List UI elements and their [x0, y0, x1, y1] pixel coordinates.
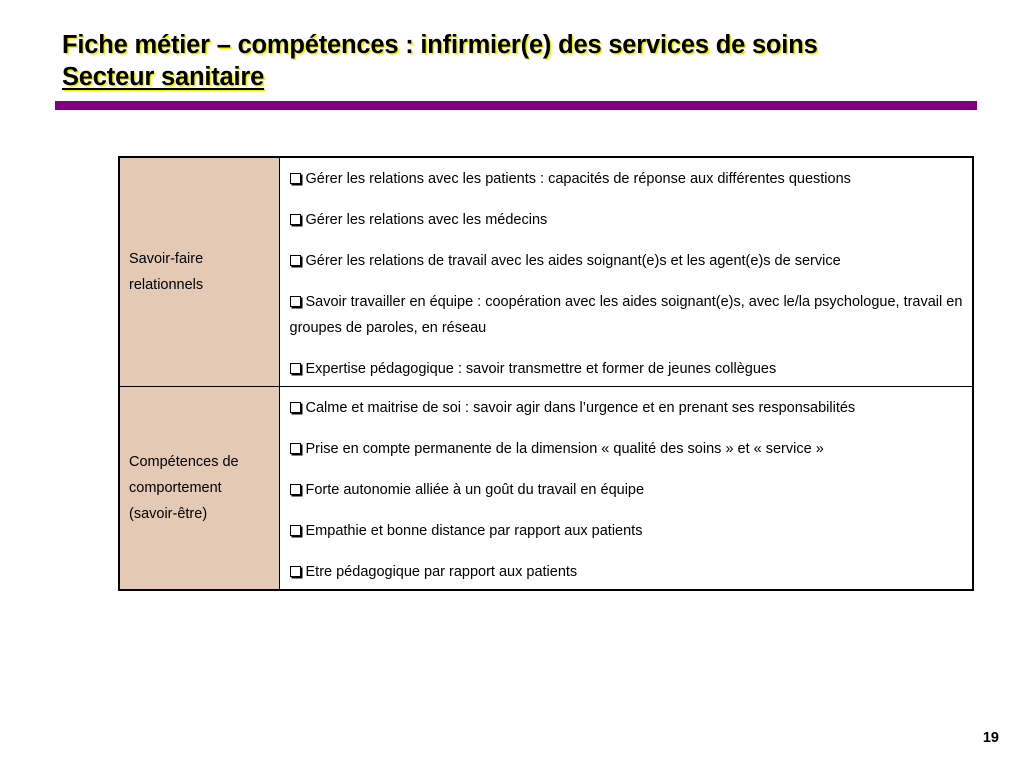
list-item-text: Savoir travailler en équipe : coopération avec les aides soignant(e)s, avec le/la psychologue, travail en groupes de paroles, en réseau	[289, 294, 963, 336]
list-item	[290, 356, 965, 382]
list-item	[290, 436, 965, 462]
category-label-line: relationnels	[129, 277, 204, 293]
list-item	[290, 289, 965, 341]
checkbox-square-icon	[290, 214, 301, 225]
checkbox-square-icon	[290, 443, 301, 454]
list-item	[290, 248, 965, 274]
competency-table	[118, 156, 974, 591]
list-item	[290, 395, 965, 421]
category-label-line: Compétences de	[129, 454, 239, 470]
items-cell	[279, 157, 973, 387]
list-item-text: Gérer les relations avec les médecins	[305, 212, 548, 228]
list-item-text: Etre pédagogique par rapport aux patients	[305, 564, 578, 580]
checkbox-square-icon	[290, 525, 301, 536]
checkbox-square-icon	[290, 402, 301, 413]
table-row	[119, 387, 973, 591]
list-item	[290, 166, 965, 192]
list-item-text: Calme et maitrise de soi : savoir agir dans l’urgence et en prenant ses responsabilités	[305, 400, 856, 416]
checkbox-square-icon	[290, 566, 301, 577]
list-item	[290, 559, 965, 585]
list-item	[290, 518, 965, 544]
list-item-text: Gérer les relations avec les patients : capacités de réponse aux différentes questions	[305, 171, 851, 187]
list-item-text: Empathie et bonne distance par rapport aux patients	[305, 523, 643, 539]
list-item	[290, 207, 965, 233]
category-label-line: comportement	[129, 480, 222, 496]
checkbox-square-icon	[290, 484, 301, 495]
category-label-line: Savoir-faire	[129, 251, 204, 267]
table-row	[119, 157, 973, 387]
checkbox-square-icon	[290, 173, 301, 184]
checkbox-square-icon	[290, 296, 301, 307]
slide-title	[62, 29, 982, 93]
category-cell	[119, 157, 279, 387]
page-number: 19	[982, 730, 999, 746]
title-divider	[55, 101, 977, 110]
checkbox-square-icon	[290, 363, 301, 374]
title-line-1: Fiche métier – compétences : infirmier(e) des services de soins	[62, 31, 818, 59]
checkbox-square-icon	[290, 255, 301, 266]
list-item-text: Prise en compte permanente de la dimension « qualité des soins » et « service »	[305, 441, 824, 457]
category-cell	[119, 387, 279, 591]
list-item-text: Gérer les relations de travail avec les aides soignant(e)s et les agent(e)s de service	[305, 253, 841, 269]
category-label-line: (savoir-être)	[129, 506, 208, 522]
list-item-text: Expertise pédagogique : savoir transmettre et former de jeunes collègues	[305, 361, 777, 377]
title-line-2: Secteur sanitaire	[62, 63, 265, 91]
list-item-text: Forte autonomie alliée à un goût du travail en équipe	[305, 482, 645, 498]
list-item	[290, 477, 965, 503]
items-cell	[279, 387, 973, 591]
